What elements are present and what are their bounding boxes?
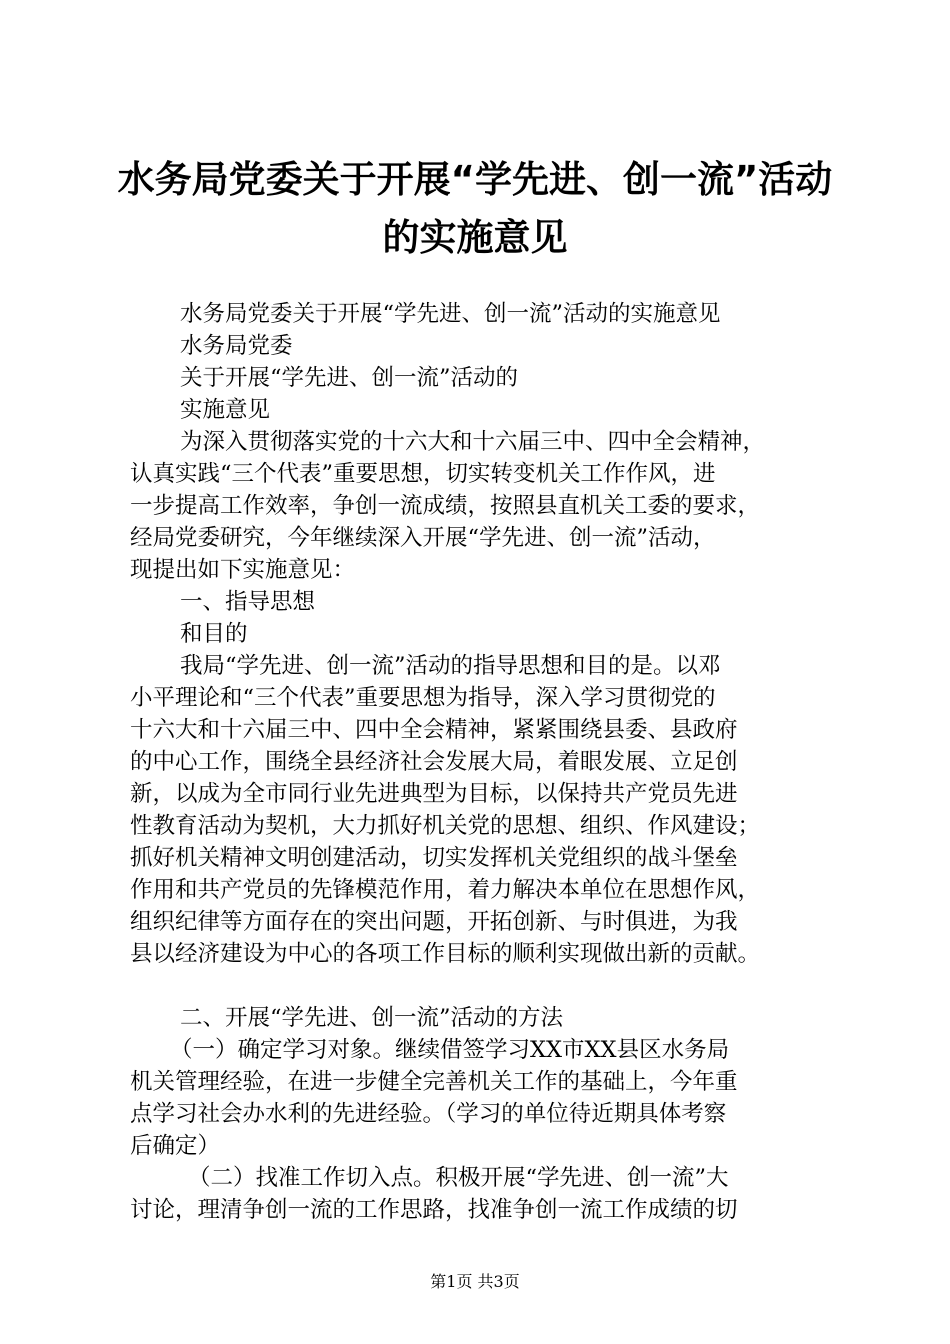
body-line: 组织纪律等方面存在的突出问题，开拓创新、与时俱进，为我 <box>130 909 738 935</box>
body-line: 为深入贯彻落实党的十六大和十六届三中、四中全会精神， <box>180 429 766 455</box>
body-line: 水务局党委关于开展“学先进、创一流”活动的实施意见 <box>180 301 721 327</box>
body-line: （一）确定学习对象。继续借签学习XX市XX县区水务局 <box>170 1037 730 1063</box>
body-line: 我局“学先进、创一流”活动的指导思想和目的是。以邓 <box>180 653 721 679</box>
document-title-line-2: 的实施意见 <box>382 216 568 259</box>
section-heading: 二、开展“学先进、创一流”活动的方法 <box>180 1005 564 1031</box>
body-line: 认真实践“三个代表”重要思想，切实转变机关工作作风，进 <box>130 461 716 487</box>
body-line: 经局党委研究，今年继续深入开展“学先进、创一流”活动， <box>130 525 716 551</box>
section-heading: 和目的 <box>180 621 248 647</box>
body-line: 后确定） <box>130 1133 221 1159</box>
body-line: 机关管理经验，在进一步健全完善机关工作的基础上，今年重 <box>130 1069 738 1095</box>
body-line: 的中心工作，围绕全县经济社会发展大局，着眼发展、立足创 <box>130 749 738 775</box>
section-heading: 一、指导思想 <box>180 589 316 615</box>
body-line: 关于开展“学先进、创一流”活动的 <box>180 365 519 391</box>
body-line: 性教育活动为契机，大力抓好机关党的思想、组织、作风建设； <box>130 813 761 839</box>
body-line: 新，以成为全市同行业先进典型为目标，以保持共产党员先进 <box>130 781 738 807</box>
body-line: 一步提高工作效率，争创一流成绩，按照县直机关工委的要求， <box>130 493 761 519</box>
body-line: 实施意见 <box>180 397 271 423</box>
body-line: 讨论，理清争创一流的工作思路，找准争创一流工作成绩的切 <box>130 1197 738 1223</box>
body-line: 作用和共产党员的先锋模范作用，着力解决本单位在思想作风， <box>130 877 761 903</box>
body-line: 小平理论和“三个代表”重要思想为指导，深入学习贯彻党的 <box>130 685 716 711</box>
document-body <box>130 298 850 1226</box>
body-line: 县以经济建设为中心的各项工作目标的顺利实现做出新的贡献。 <box>130 941 761 967</box>
body-line: 水务局党委 <box>180 333 293 359</box>
body-line: 现提出如下实施意见： <box>130 557 356 583</box>
body-line: 点学习社会办水利的先进经验。（学习的单位待近期具体考察 <box>130 1101 727 1127</box>
body-line: 十六大和十六届三中、四中全会精神，紧紧围绕县委、县政府 <box>130 717 738 743</box>
page-footer: 第1页 共3页 <box>430 1272 520 1291</box>
paragraph-gap <box>130 970 850 1002</box>
body-line: （二）找准工作切入点。积极开展“学先进、创一流”大 <box>188 1165 729 1191</box>
document-title-line-1: 水务局党委关于开展“学先进、创一流”活动 <box>117 158 833 201</box>
body-line: 抓好机关精神文明创建活动，切实发挥机关党组织的战斗堡垒 <box>130 845 738 871</box>
